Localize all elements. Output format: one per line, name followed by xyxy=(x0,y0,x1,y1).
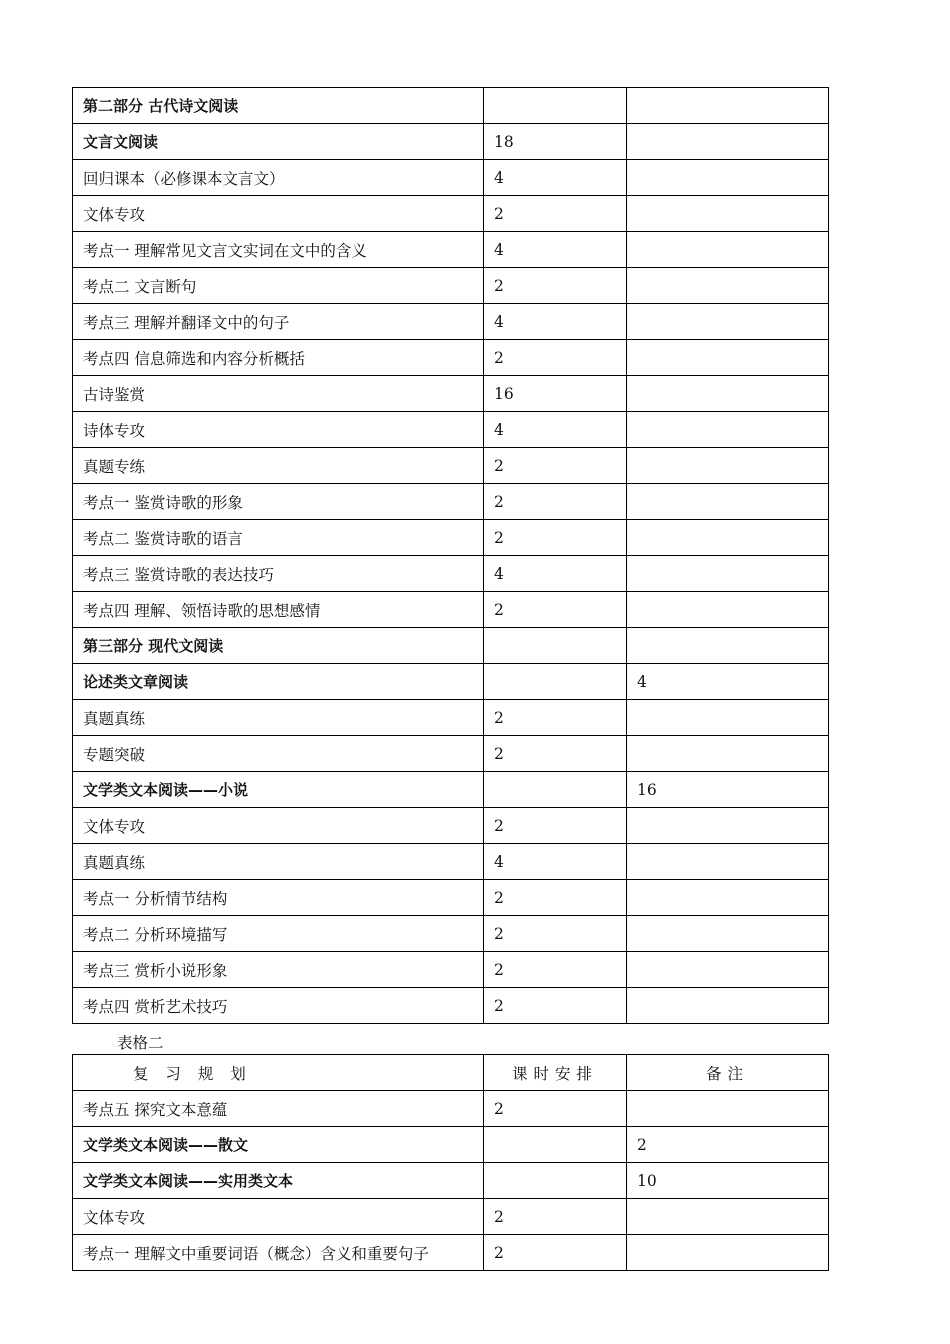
row-note xyxy=(627,736,829,772)
row-hours: 2 xyxy=(484,736,627,772)
row-hours: 2 xyxy=(484,880,627,916)
row-hours: 2 xyxy=(484,952,627,988)
row-label: 诗体专攻 xyxy=(73,412,484,448)
table-row xyxy=(73,196,829,232)
row-label: 考点一 理解文中重要词语（概念）含义和重要句子 xyxy=(73,1235,484,1271)
row-label: 第二部分 古代诗文阅读 xyxy=(73,88,484,124)
row-label: 考点二 鉴赏诗歌的语言 xyxy=(73,520,484,556)
table-row xyxy=(73,1127,829,1163)
table-row xyxy=(73,1091,829,1127)
row-note: 10 xyxy=(627,1163,829,1199)
row-note: 4 xyxy=(627,664,829,700)
header-notes: 备注 xyxy=(627,1055,829,1091)
row-hours: 2 xyxy=(484,592,627,628)
row-hours: 2 xyxy=(484,340,627,376)
row-note xyxy=(627,268,829,304)
row-note xyxy=(627,448,829,484)
table-row xyxy=(73,1199,829,1235)
row-note xyxy=(627,196,829,232)
table-row xyxy=(73,304,829,340)
row-hours: 18 xyxy=(484,124,627,160)
row-label: 考点三 鉴赏诗歌的表达技巧 xyxy=(73,556,484,592)
row-hours: 2 xyxy=(484,988,627,1024)
header-review-plan: 复 习 规 划 xyxy=(73,1055,484,1091)
row-label: 考点四 赏析艺术技巧 xyxy=(73,988,484,1024)
row-hours xyxy=(484,1163,627,1199)
row-note xyxy=(627,376,829,412)
row-label: 考点二 文言断句 xyxy=(73,268,484,304)
row-hours xyxy=(484,664,627,700)
row-hours xyxy=(484,1127,627,1163)
table-row xyxy=(73,772,829,808)
row-label: 真题真练 xyxy=(73,844,484,880)
table-row xyxy=(73,988,829,1024)
row-label: 考点四 信息筛选和内容分析概括 xyxy=(73,340,484,376)
table-row xyxy=(73,412,829,448)
row-label: 古诗鉴赏 xyxy=(73,376,484,412)
row-hours xyxy=(484,772,627,808)
row-hours: 4 xyxy=(484,844,627,880)
row-note xyxy=(627,988,829,1024)
table-row xyxy=(73,232,829,268)
row-label: 考点三 理解并翻译文中的句子 xyxy=(73,304,484,340)
row-label: 考点二 分析环境描写 xyxy=(73,916,484,952)
table-row xyxy=(73,88,829,124)
review-plan-table-1 xyxy=(72,87,829,1024)
row-label: 真题专练 xyxy=(73,448,484,484)
table-row xyxy=(73,376,829,412)
row-note xyxy=(627,412,829,448)
row-note xyxy=(627,1235,829,1271)
table-row xyxy=(73,916,829,952)
row-hours: 2 xyxy=(484,196,627,232)
row-note xyxy=(627,88,829,124)
table-row xyxy=(73,880,829,916)
table-row xyxy=(73,664,829,700)
row-hours: 2 xyxy=(484,808,627,844)
row-hours: 2 xyxy=(484,700,627,736)
row-note xyxy=(627,916,829,952)
row-label: 文学类文本阅读——散文 xyxy=(73,1127,484,1163)
row-label: 文言文阅读 xyxy=(73,124,484,160)
row-hours xyxy=(484,628,627,664)
row-hours: 4 xyxy=(484,304,627,340)
row-note xyxy=(627,880,829,916)
row-note xyxy=(627,1199,829,1235)
row-note xyxy=(627,556,829,592)
row-hours: 2 xyxy=(484,520,627,556)
row-note xyxy=(627,124,829,160)
row-label: 回归课本（必修课本文言文） xyxy=(73,160,484,196)
row-label: 考点一 鉴赏诗歌的形象 xyxy=(73,484,484,520)
row-label: 考点五 探究文本意蕴 xyxy=(73,1091,484,1127)
row-hours: 4 xyxy=(484,232,627,268)
row-note xyxy=(627,340,829,376)
row-label: 文体专攻 xyxy=(73,196,484,232)
row-note xyxy=(627,304,829,340)
table-row xyxy=(73,268,829,304)
table-row xyxy=(73,592,829,628)
row-note xyxy=(627,808,829,844)
row-hours: 2 xyxy=(484,1091,627,1127)
row-note xyxy=(627,952,829,988)
header-class-hours: 课时安排 xyxy=(484,1055,627,1091)
table-row xyxy=(73,556,829,592)
row-note xyxy=(627,160,829,196)
row-note xyxy=(627,232,829,268)
table-row xyxy=(73,844,829,880)
review-plan-table-2 xyxy=(72,1054,829,1271)
row-label: 文学类文本阅读——实用类文本 xyxy=(73,1163,484,1199)
row-hours: 2 xyxy=(484,916,627,952)
row-label: 论述类文章阅读 xyxy=(73,664,484,700)
table-row xyxy=(73,736,829,772)
row-note xyxy=(627,700,829,736)
row-hours: 2 xyxy=(484,484,627,520)
row-label: 专题突破 xyxy=(73,736,484,772)
table-row xyxy=(73,1235,829,1271)
row-hours: 2 xyxy=(484,268,627,304)
row-hours xyxy=(484,88,627,124)
table-row xyxy=(73,124,829,160)
row-note: 2 xyxy=(627,1127,829,1163)
table-row xyxy=(73,520,829,556)
row-note xyxy=(627,592,829,628)
row-label: 考点一 理解常见文言文实词在文中的含义 xyxy=(73,232,484,268)
row-label: 文学类文本阅读——小说 xyxy=(73,772,484,808)
row-label: 考点一 分析情节结构 xyxy=(73,880,484,916)
row-note xyxy=(627,520,829,556)
row-label: 考点三 赏析小说形象 xyxy=(73,952,484,988)
row-label: 真题真练 xyxy=(73,700,484,736)
row-hours: 4 xyxy=(484,412,627,448)
row-hours: 2 xyxy=(484,1199,627,1235)
row-note xyxy=(627,844,829,880)
row-note xyxy=(627,484,829,520)
table-caption: 表格二 xyxy=(117,1034,164,1052)
table-row xyxy=(73,448,829,484)
row-label: 考点四 理解、领悟诗歌的思想感情 xyxy=(73,592,484,628)
row-note xyxy=(627,628,829,664)
row-hours: 4 xyxy=(484,556,627,592)
row-hours: 2 xyxy=(484,1235,627,1271)
table-row xyxy=(73,340,829,376)
row-label: 文体专攻 xyxy=(73,1199,484,1235)
row-label: 第三部分 现代文阅读 xyxy=(73,628,484,664)
row-note: 16 xyxy=(627,772,829,808)
row-hours: 4 xyxy=(484,160,627,196)
row-label: 文体专攻 xyxy=(73,808,484,844)
row-note xyxy=(627,1091,829,1127)
row-hours: 16 xyxy=(484,376,627,412)
table-row xyxy=(73,628,829,664)
table-row xyxy=(73,700,829,736)
table-row xyxy=(73,160,829,196)
table-row xyxy=(73,1163,829,1199)
table-header-row xyxy=(73,1055,829,1091)
table-row xyxy=(73,808,829,844)
row-hours: 2 xyxy=(484,448,627,484)
table-row xyxy=(73,484,829,520)
table-row xyxy=(73,952,829,988)
